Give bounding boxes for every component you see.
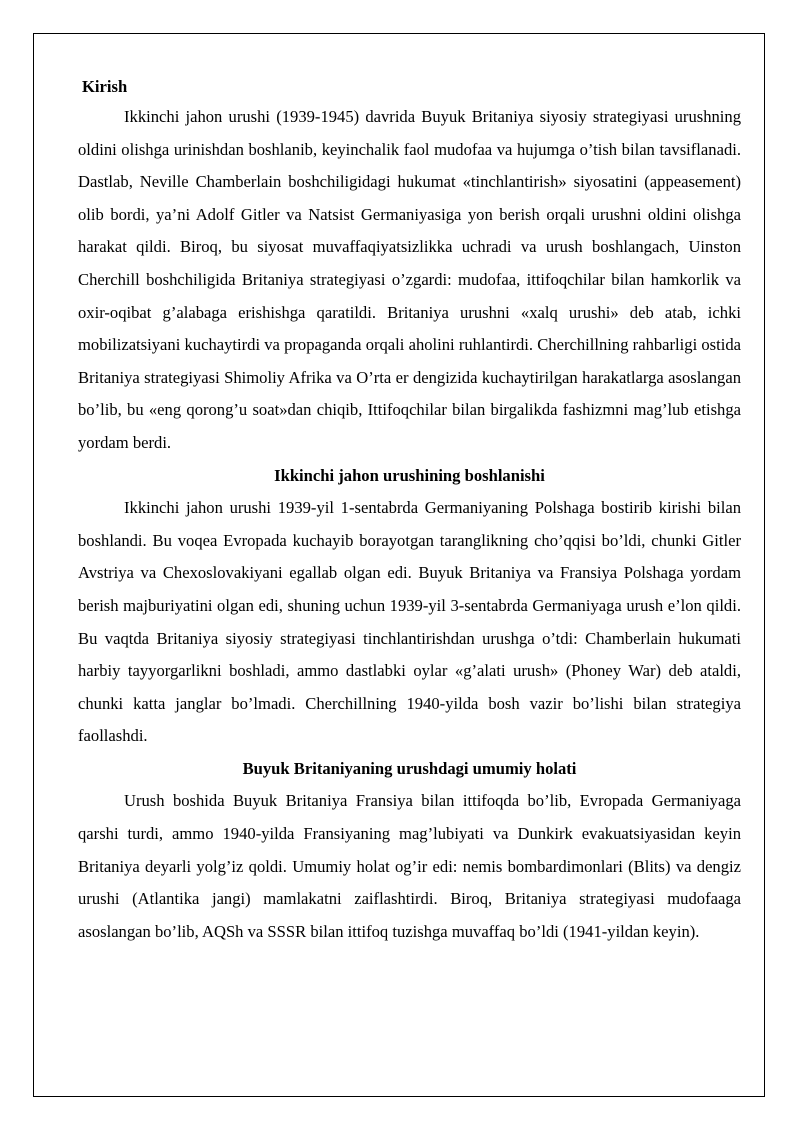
section-heading-general-situation: Buyuk Britaniyaning urushdagi umumiy holati	[242, 758, 577, 778]
section-paragraph-war-start: Ikkinchi jahon urushi 1939-yil 1-sentabrda Germaniyaning Polshaga bostirib kirishi bilan boshlandi. Bu voqea Evropada kuchayib borayotgan taranglikning cho’qqisi bo’ldi, chunki Gitler Avstriya va Chexoslovakiyani egallab olgan edi. Buyuk Britaniya va Fransiya Polshaga yordam berish majburiyatini olgan edi, shuning uchun 1939-yil 3-sentabrda Germaniyaga urush e’lon qildi. Bu vaqtda Britaniya siyosiy strategiyasi tinchlantirishdan urushga o’tdi: Chamberlain hukumati harbiy tayyorgarlikni boshladi, ammo dastlabki oylar «g’alati urush» (Phoney War) deb ataldi, chunki katta janglar bo’lmadi. Cherchillning 1940-yilda bosh vazir bo’lishi bilan strategiya faollashdi.	[78, 498, 741, 746]
section-heading-war-start: Ikkinchi jahon urushining boshlanishi	[274, 465, 545, 485]
document-body	[78, 74, 741, 948]
section-paragraph-general-situation: Urush boshida Buyuk Britaniya Fransiya bilan ittifoqda bo’lib, Evropada Germaniyaga qarshi turdi, ammo 1940-yilda Fransiyaning mag’lubiyati va Dunkirk evakuatsiyasidan keyin Britaniya deyarli yolg’iz qoldi. Umumiy holat og’ir edi: nemis bombardimonlari (Blits) va dengiz urushi (Atlantika jangi) mamlakatni zaiflashtirdi. Biroq, Britaniya strategiyasi mudofaaga asoslangan bo’lib, AQSh va SSSR bilan ittifoq tuzishga muvaffaq bo’ldi (1941-yildan keyin).	[78, 791, 741, 941]
document-title: Kirish	[82, 77, 128, 96]
intro-paragraph: Ikkinchi jahon urushi (1939-1945) davrida Buyuk Britaniya siyosiy strategiyasi urushning oldini olishga urinishdan boshlanib, keyinchalik faol mudofaa va hujumga o’tish bilan tavsiflanadi. Dastlab, Neville Chamberlain boshchiligidagi hukumat «tinchlantirish» siyosatini (appeasement) olib bordi, ya’ni Adolf Gitler va Natsist Germaniyasiga yon berish orqali urushni oldini olishga harakat qildi. Biroq, bu siyosat muvaffaqiyatsizlikka uchradi va urush boshlangach, Uinston Cherchill boshchiligida Britaniya strategiyasi o’zgardi: mudofaa, ittifoqchilar bilan hamkorlik va oxir-oqibat g’alabaga erishishga qaratildi. Britaniya urushni «xalq urushi» deb atab, ichki mobilizatsiyani kuchaytirdi va propaganda orqali aholini ruhlantirdi. Cherchillning rahbarligi ostida Britaniya strategiyasi Shimoliy Afrika va O’rta er dengizida kuchaytirilgan harakatlarga asoslangan bo’lib, bu «eng qorong’u soat»dan chiqib, Ittifoqchilar bilan birgalikda fashizmni mag’lub etishga yordam berdi.	[78, 107, 741, 452]
